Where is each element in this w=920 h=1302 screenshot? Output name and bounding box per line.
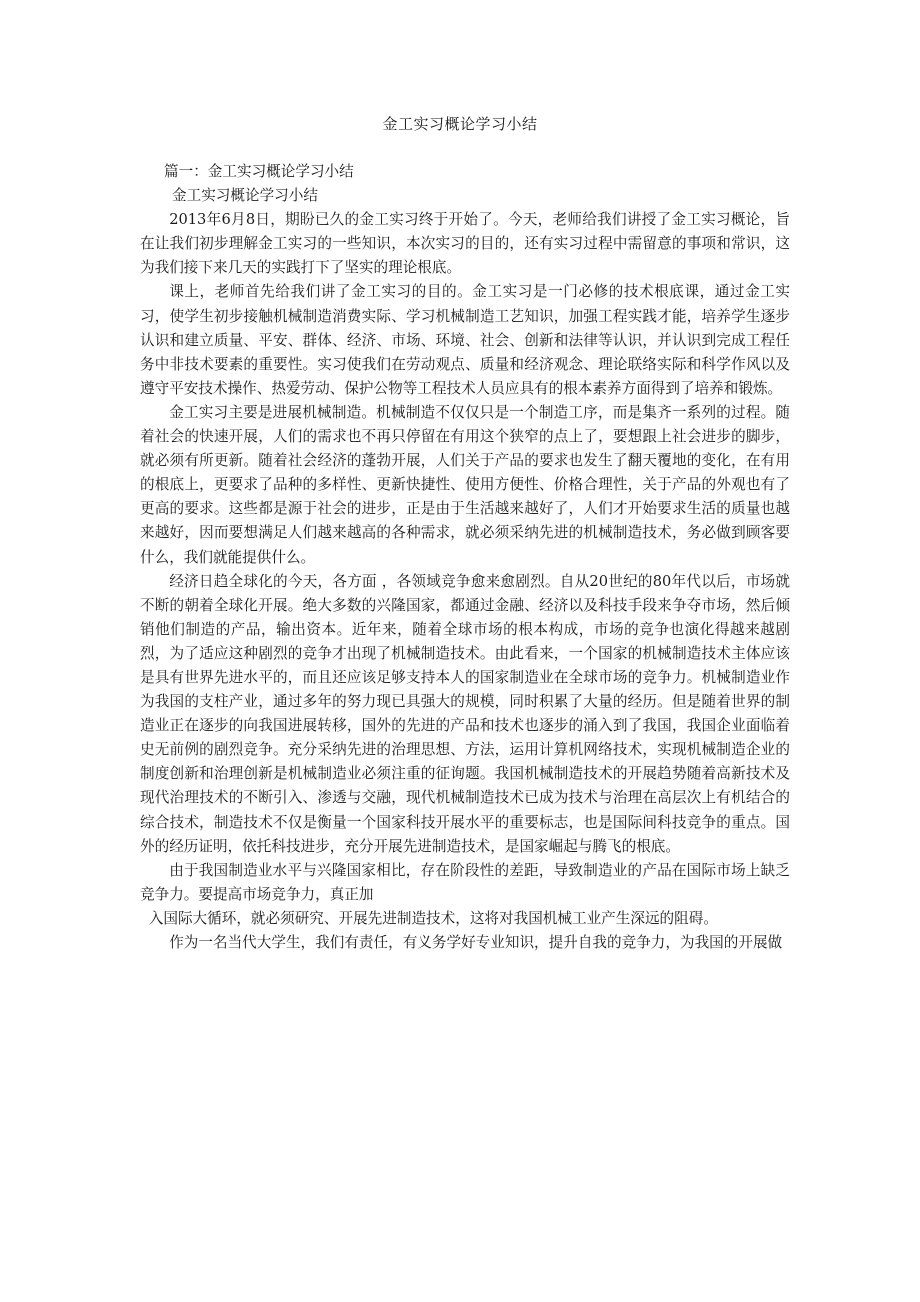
document-body (140, 160, 790, 955)
document-title: 金工实习概论学习小结 (382, 115, 538, 133)
paragraph-competitiveness: 由于我国制造业水平与兴隆国家相比，存在阶段性的差距，导致制造业的产品在国际市场上缺乏竞争力。要提高市场竞争力，真正加 (140, 861, 790, 903)
paragraph-purpose: 课上，老师首先给我们讲了金工实习的目的。金工实习是一门必修的技术根底课，通过金工实习，使学生初步接触机械制造消费实际、学习机械制造工艺知识，加强工程实践才能，培养学生逐步认识和建立质量、平安、群体、经济、市场、环境、社会、创新和法律等认识，并认识到完成工程任务中非技术要素的重要性。实习使我们在劳动观点、质量和经济观念、理论联络实际和科学作风以及遵守平安技术操作、热爱劳动、保护公物等工程技术人员应具有的根本素养方面得到了培养和锻炼。 (140, 283, 790, 397)
paragraph-globalization: 经济日趋全球化的今天，各方面 ，各领域竞争愈来愈剧烈。自从20世纪的80年代以后，市场就不断的朝着全球化开展。绝大多数的兴隆国家，都通过金融、经济以及科技手段来争夺市场，然后倾销他们制造的产品，输出资本。近年来，随着全球市场的根本构成，市场的竞争也演化得越来越剧烈，为了适应这种剧烈的竞争才出现了机械制造技术。由此看来，一个国家的机械制造技术主体应该是具有世界先进水平的，而且还应该足够支持本人的国家制造业在全球市场的竞争力。机械制造业作为我国的支柱产业，通过多年的努力现已具强大的规模，同时积累了大量的经历。但是随着世界的制造业正在逐步的向我国进展转移，国外的先进的产品和技术也逐步的涌入到了我国，我国企业面临着史无前例的剧烈竞争。充分采纳先进的治理思想、方法，运用计算机网络技术，实现机械制造企业的制度创新和治理创新是机械制造业必须注重的征询题。我国机械制造技术的开展趋势随着高新技术及现代治理技术的不断引入、渗透与交融，现代机械制造技术已成为技术与治理在高层次上有机结合的综合技术，制造技术不仅是衡量一个国家科技开展水平的重要标志，也是国际间科技竞争的重点。国外的经历证明，依托科技进步，充分开展先进制造技术，是国家崛起与腾飞的根底。 (140, 572, 790, 855)
paragraph-manufacturing: 金工实习主要是进展机械制造。机械制造不仅仅只是一个制造工序，而是集齐一系列的过程。随着社会的快速开展，人们的需求也不再只停留在有用这个狭窄的点上了，要想跟上社会进步的脚步，就必须有所更新。随着社会经济的蓬勃开展，人们关于产品的要求也发生了翻天覆地的变化，在有用的根底上，更要求了品种的多样性、更新快捷性、使用方便性、价格合理性，关于产品的外观也有了更高的要求。这些都是源于社会的进步，正是由于生活越来越好了，人们才开始要求生活的质量也越来越好，因而要想满足人们越来越高的各种需求，就必须采纳先进的机械制造技术，务必做到顾客要什么，我们就能提供什么。 (140, 403, 790, 566)
paragraph-intro: 2013年6月8日，期盼已久的金工实习终于开始了。今天，老师给我们讲授了金工实习概论，旨在让我们初步理解金工实习的一些知识，本次实习的目的，还有实习过程中需留意的事项和常识，这为我们接下来几天的实践打下了坚实的理论根底。 (140, 211, 790, 277)
paragraph-continuation: 入国际大循环，就必须研究、开展先进制造技术，这将对我国机械工业产生深远的阻碍。 (148, 909, 718, 927)
section-heading: 篇一：金工实习概论学习小结 (164, 163, 354, 180)
paragraph-final: 作为一名当代大学生，我们有责任，有义务学好专业知识，提升自我的竞争力，为我国的开展做 (169, 934, 783, 951)
sub-heading: 金工实习概论学习小结 (172, 187, 318, 205)
